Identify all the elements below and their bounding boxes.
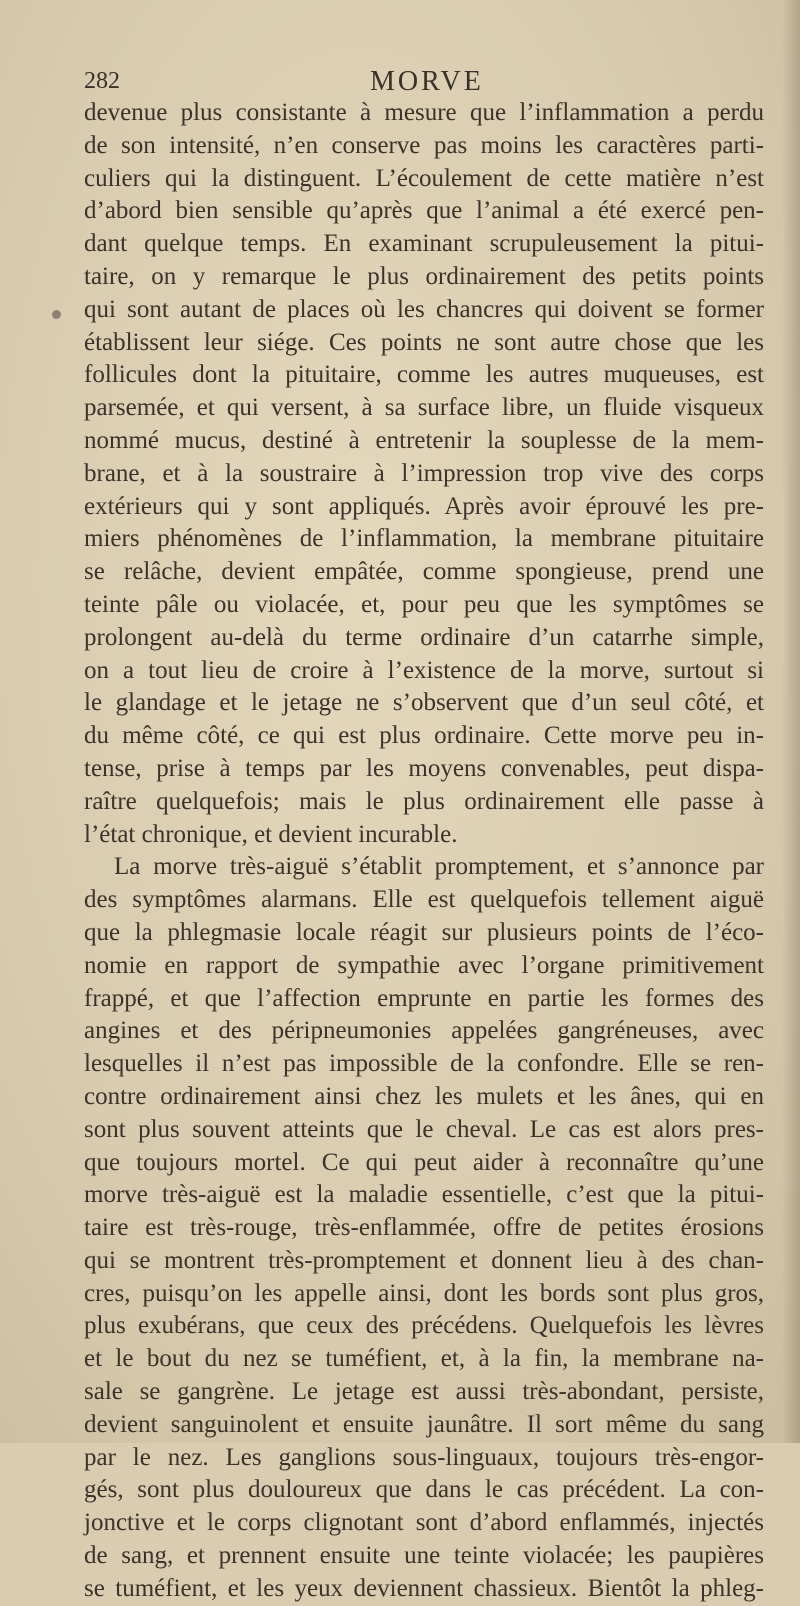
text-line: angines et des péripneumonies appelées gangréneuses, avec: [84, 1017, 764, 1045]
paragraph-1: [84, 97, 764, 851]
ink-spot-mark: [52, 310, 61, 319]
text-line: frappé, et que l’affection emprunte en partie les formes des: [84, 984, 764, 1012]
text-line: La morve très-aiguë s’établit promptement, et s’annonce par: [114, 853, 764, 881]
body-text: [84, 97, 764, 1606]
text-line: nomie en rapport de sympathie avec l’organe primitivement: [84, 951, 764, 979]
text-line: devient sanguinolent et ensuite jaunâtre. Il sort même du sang: [84, 1410, 764, 1438]
text-line: nommé mucus, destiné à entretenir la souplesse de la mem-: [84, 426, 764, 454]
text-line: lesquelles il n’est pas impossible de la confondre. Elle se ren-: [84, 1050, 764, 1078]
text-line: follicules dont la pituitaire, comme les autres muqueuses, est: [84, 361, 764, 389]
text-line: miers phénomènes de l’inflammation, la membrane pituitaire: [84, 525, 764, 553]
text-line: tense, prise à temps par les moyens convenables, peut dispa-: [84, 754, 764, 782]
text-line: brane, et à la soustraire à l’impression trop vive des corps: [84, 459, 764, 487]
text-line: sont plus souvent atteints que le cheval. Le cas est alors pres-: [84, 1115, 764, 1143]
text-line: culiers qui la distinguent. L’écoulement de cette matière n’est: [84, 164, 764, 192]
text-line: jonctive et le corps clignotant sont d’abord enflammés, injectés: [84, 1509, 764, 1537]
text-line: prolongent au-delà du terme ordinaire d’un catarrhe simple,: [84, 623, 764, 651]
text-line: plus exubérans, que ceux des précédens. Quelquefois les lèvres: [84, 1312, 764, 1340]
page-header: [84, 64, 724, 100]
text-line: cres, puisqu’on les appelle ainsi, dont les bords sont plus gros,: [84, 1279, 764, 1307]
text-line: que toujours mortel. Ce qui peut aider à reconnaître qu’une: [84, 1148, 764, 1176]
text-line: taire est très-rouge, très-enflammée, offre de petites érosions: [84, 1214, 764, 1242]
text-line: on a tout lieu de croire à l’existence de la morve, surtout si: [84, 656, 764, 684]
text-line: dant quelque temps. En examinant scrupuleusement la pitui-: [84, 230, 764, 258]
text-line: sale se gangrène. Le jetage est aussi très-abondant, persiste,: [84, 1378, 764, 1406]
text-line: et le bout du nez se tuméfient, et, à la fin, la membrane na-: [84, 1345, 764, 1373]
text-line: d’abord bien sensible qu’après que l’animal a été exercé pen-: [84, 197, 764, 225]
text-line: se tuméfient, et les yeux deviennent chassieux. Bientôt la phleg-: [84, 1574, 764, 1602]
text-line: le glandage et le jetage ne s’observent que d’un seul côté, et: [84, 689, 764, 717]
text-line: du même côté, ce qui est plus ordinaire. Cette morve peu in-: [84, 722, 764, 750]
text-line: contre ordinairement ainsi chez les mulets et les ânes, qui en: [84, 1082, 764, 1110]
running-title: MORVE: [370, 66, 484, 97]
text-line: devenue plus consistante à mesure que l’inflammation a perdu: [84, 99, 764, 126]
page-number: 282: [84, 68, 120, 94]
text-line: par le nez. Les ganglions sous-linguaux, toujours très-engor-: [84, 1443, 764, 1471]
text-line: raître quelquefois; mais le plus ordinairement elle passe à: [84, 787, 764, 815]
text-line: qui sont autant de places où les chancres qui doivent se former: [84, 295, 764, 323]
text-line: taire, on y remarque le plus ordinairement des petits points: [84, 262, 764, 290]
text-line: de sang, et prennent ensuite une teinte violacée; les paupières: [84, 1542, 764, 1570]
page-edge-shadow: [782, 0, 800, 1443]
text-line: se relâche, devient empâtée, comme spongieuse, prend une: [84, 558, 764, 586]
paragraph-2: [84, 851, 764, 1605]
text-line: extérieurs qui y sont appliqués. Après avoir éprouvé les pre-: [84, 492, 764, 520]
text-line: qui se montrent très-promptement et donnent lieu à des chan-: [84, 1246, 764, 1274]
text-line: teinte pâle ou violacée, et, pour peu que les symptômes se: [84, 590, 764, 618]
text-line: établissent leur siége. Ces points ne sont autre chose que les: [84, 328, 764, 356]
text-line: gés, sont plus douloureux que dans le cas précédent. La con-: [84, 1476, 764, 1504]
text-line: parsemée, et qui versent, à sa surface libre, un fluide visqueux: [84, 394, 764, 422]
text-line: morve très-aiguë est la maladie essentielle, c’est que la pitui-: [84, 1181, 764, 1209]
text-line: de son intensité, n’en conserve pas moins les caractères parti-: [84, 131, 764, 159]
text-line: que la phlegmasie locale réagit sur plusieurs points de l’éco-: [84, 918, 764, 946]
text-line: des symptômes alarmans. Elle est quelquefois tellement aiguë: [84, 886, 764, 914]
text-line: l’état chronique, et devient incurable.: [84, 820, 458, 848]
